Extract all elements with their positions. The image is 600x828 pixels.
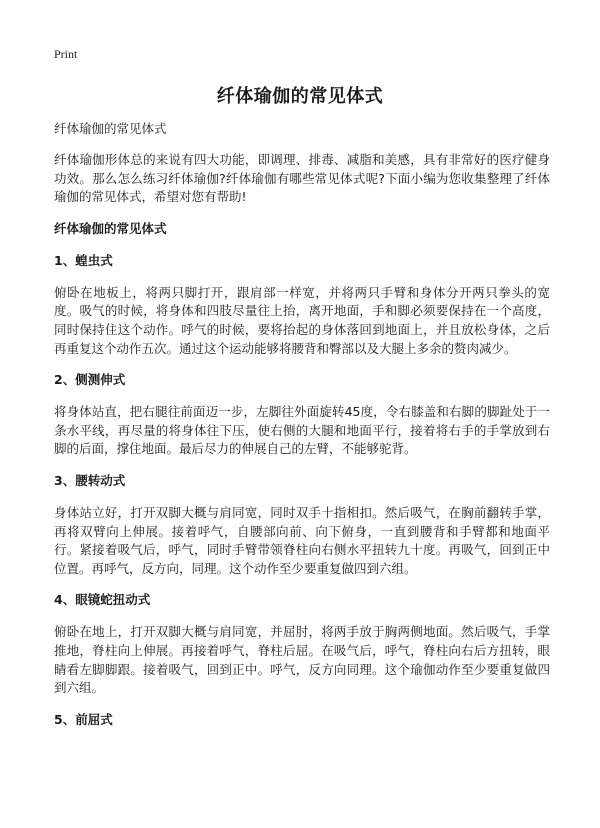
section-heading: 3、腰转动式 <box>54 472 126 488</box>
section-forward-bend-pose <box>54 711 550 729</box>
section-paragraph: 身体站立好，打开双脚大概与肩同宽，同时双手十指相扣。然后吸气，在胸前翻转手掌，再将双臂向上伸展。接着呼气，自腰部向前、向下俯身，一直到腰背和手臂都和地面平行。紧接着吸气后，呼气，同时手臂带领脊柱向右侧水平扭转九十度。再吸气，回到正中位置。再呼气，反方向，同理。这个动作至少要重复做四到六组。 <box>54 504 550 576</box>
section-heading: 5、前屈式 <box>54 711 113 727</box>
section-side-stretch-pose <box>54 371 550 459</box>
main-heading: 纤体瑜伽的常见体式 <box>54 220 167 236</box>
article-subtitle: 纤体瑜伽的常见体式 <box>54 121 167 136</box>
section-locust-pose <box>54 252 550 358</box>
section-waist-twist-pose <box>54 472 550 578</box>
intro-paragraph: 纤体瑜伽形体总的来说有四大功能，即调理、排毒、减脂和美感，具有非常好的医疗健身功效。那么怎么练习纤体瑜伽?纤体瑜伽有哪些常见体式呢?下面小编为您收集整理了纤体瑜伽的常见体式，希望对您有帮助! <box>54 152 550 205</box>
section-paragraph: 俯卧在地上，打开双脚大概与肩同宽，并屈肘，将两手放于胸两侧地面。然后吸气，手掌推地，脊柱向上伸展。再接着呼气，脊柱后屈。在吸气后，呼气，脊柱向右后方扭转，眼睛看左脚脚跟。接着吸气，回到正中。呼气，反方向同理。这个瑜伽动作至少要重复做四到六组。 <box>54 624 550 696</box>
article-body <box>54 120 550 743</box>
section-paragraph: 将身体站直，把右腿往前面迈一步，左脚往外面旋转45度，令右膝盖和右脚的脚趾处于一条水平线，再尽量的将身体往下压，使右侧的大腿和地面平行，接着将右手的手掌放到右脚的后面，撑住地面。最后尽力的伸展自己的左臂，不能够驼背。 <box>54 404 550 457</box>
print-link[interactable]: Print <box>54 47 78 61</box>
section-heading: 1、蝗虫式 <box>54 252 113 268</box>
section-cobra-twist-pose <box>54 591 550 697</box>
section-heading: 4、眼镜蛇扭动式 <box>54 592 151 608</box>
page-title: 纤体瑜伽的常见体式 <box>216 86 384 107</box>
section-heading: 2、侧测伸式 <box>54 372 126 388</box>
section-paragraph: 俯卧在地板上，将两只脚打开，跟肩部一样宽，并将两只手臂和身体分开两只拳头的宽度。吸气的时候，将身体和四肢尽量往上抬，离开地面，手和脚必须要保持在一个高度，同时保持住这个动作。呼气的时候，要将抬起的身体落回到地面上，并且放松身体，之后再重复这个动作五次。通过这个运动能够将腰背和臀部以及大腿上多余的赘肉减少。 <box>54 284 550 356</box>
